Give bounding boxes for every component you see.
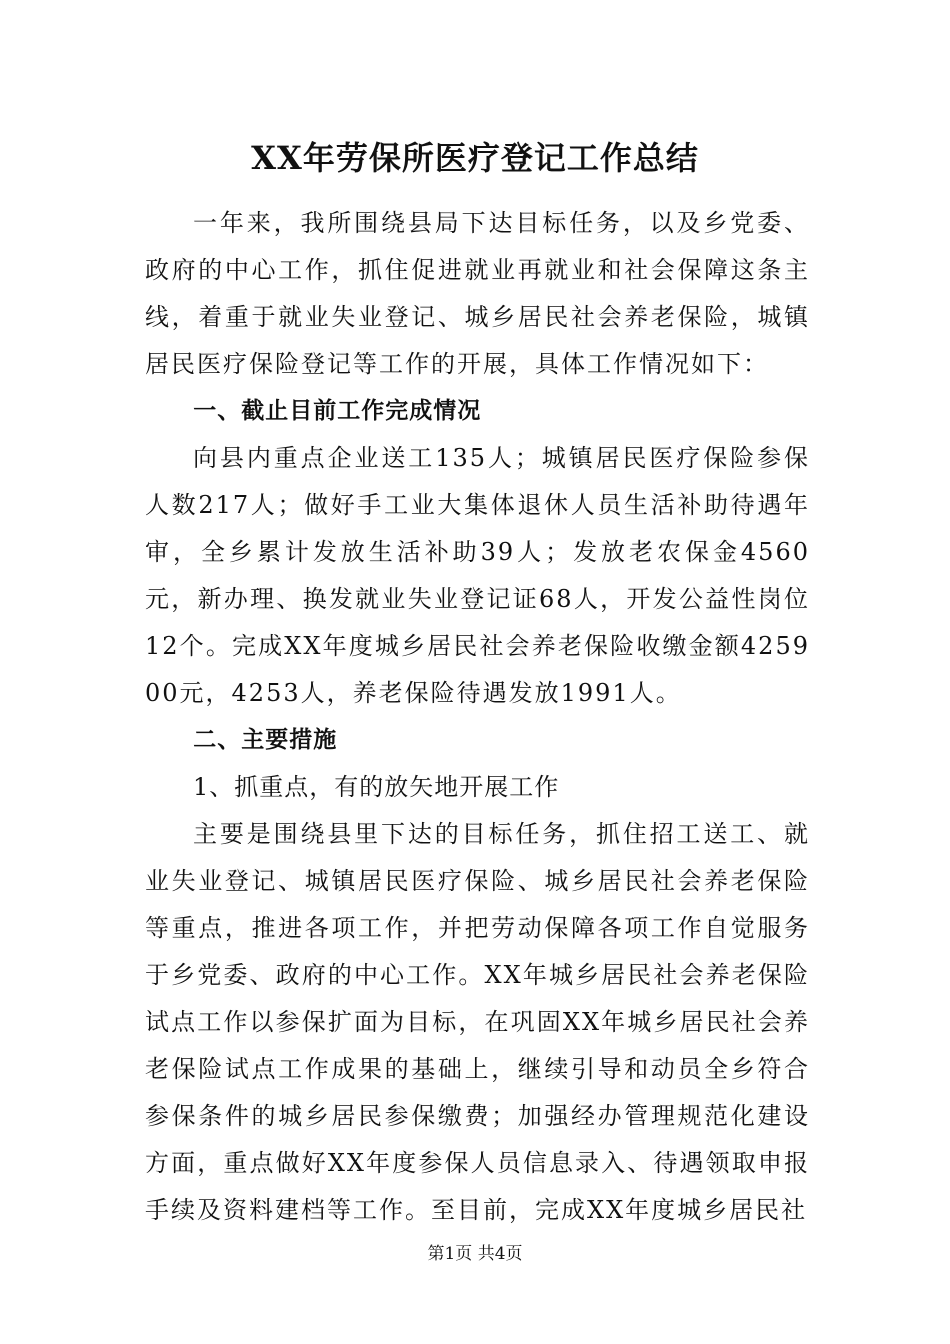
subsection-1-paragraph: 主要是围绕县里下达的目标任务，抓住招工送工、就业失业登记、城镇居民医疗保险、城乡居民社会养老保险等重点，推进各项工作，并把劳动保障各项工作自觉服务于乡党委、政府的中心工作。XX年城乡居民社会养老保险试点工作以参保扩面为目标，在巩固XX年城乡居民社会养老保险试点工作成果的基础上，继续引导和动员全乡符合参保条件的城乡居民参保缴费；加强经办管理规范化建设方面，重点做好XX年度参保人员信息录入、待遇领取申报手续及资料建档等工作。至目前，完成XX年度城乡居民社	[145, 820, 810, 1224]
subsection-heading-1: 1、抓重点，有的放矢地开展工作	[193, 773, 560, 801]
intro-paragraph: 一年来，我所围绕县局下达目标任务，以及乡党委、政府的中心工作，抓住促进就业再就业和社会保障这条主线，着重于就业失业登记、城乡居民社会养老保险，城镇居民医疗保险登记等工作的开展，具体工作情况如下：	[145, 209, 810, 378]
section-1-paragraph: 向县内重点企业送工135人；城镇居民医疗保险参保人数217人；做好手工业大集体退休人员生活补助待遇年审，全乡累计发放生活补助39人；发放老农保金4560元，新办理、换发就业失业登记证68人，开发公益性岗位12个。完成XX年度城乡居民社会养老保险收缴金额425900元，4253人，养老保险待遇发放1991人。	[145, 444, 810, 707]
section-heading-1: 一、截止目前工作完成情况	[193, 398, 482, 424]
document-title: XX年劳保所医疗登记工作总结	[251, 139, 699, 177]
section-heading-2: 二、主要措施	[193, 727, 338, 753]
document-body	[145, 200, 810, 1234]
page-number-footer: 第1页 共4页	[427, 1244, 523, 1264]
